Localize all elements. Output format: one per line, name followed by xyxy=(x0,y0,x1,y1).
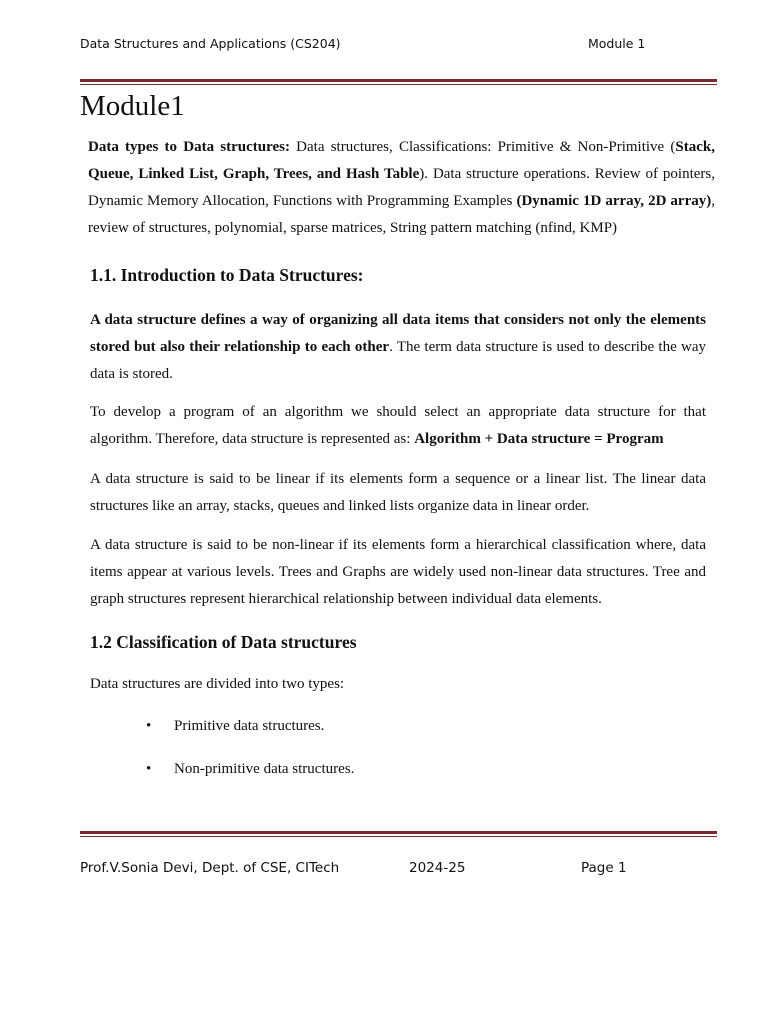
list-item-text: Non-primitive data structures. xyxy=(174,761,355,777)
list-item xyxy=(146,716,446,736)
section-heading-intro: 1.1. Introduction to Data Structures: xyxy=(90,265,364,285)
overview-lead: Data types to Data structures: xyxy=(88,139,290,155)
definition-paragraph xyxy=(90,307,706,388)
module-overview xyxy=(88,134,715,242)
formula-paragraph xyxy=(90,399,706,453)
classification-intro: Data structures are divided into two types: xyxy=(90,676,345,692)
header-rule xyxy=(80,79,717,85)
footer-year: 2024-25 xyxy=(409,860,466,876)
bullet-icon: • xyxy=(146,761,152,777)
page-title: Module1 xyxy=(80,90,185,122)
footer-page-number: Page 1 xyxy=(581,860,627,876)
list-item-text: Primitive data structures. xyxy=(174,718,325,734)
overview-text-3: , review of structures, polynomial, sparse matrices, String pattern matching (nfind, KMP) xyxy=(88,193,715,236)
definition-bold: A data structure defines a way of organizing all data items that considers not only the elements stored but also their relationship to each other xyxy=(90,312,706,355)
overview-text-1: Data structures, Classifications: Primitive & Non-Primitive ( xyxy=(289,139,676,155)
section-heading-classification: 1.2 Classification of Data structures xyxy=(90,632,357,652)
definition-rest: . The term data structure is used to describe the way data is stored. xyxy=(90,339,706,382)
nonlinear-paragraph: A data structure is said to be non-linear if its elements form a hierarchical classification where, data items appear at various levels. Trees and Graphs are widely used non-linear data structures. Tree and graph structures represent hierarchical relationship between individual data elements. xyxy=(90,537,706,607)
linear-paragraph: A data structure is said to be linear if its elements form a sequence or a linear list. The linear data structures like an array, stacks, queues and linked lists organize data in linear order. xyxy=(90,471,706,514)
overview-bold-2: (Dynamic 1D array, 2D array) xyxy=(516,193,712,209)
bullet-icon: • xyxy=(146,718,152,734)
header-module-label: Module 1 xyxy=(588,36,646,51)
overview-bold-1: Stack, Queue, Linked List, Graph, Trees, and Hash Table xyxy=(88,139,715,182)
list-item xyxy=(146,759,446,779)
formula-bold: Algorithm + Data structure = Program xyxy=(414,431,664,447)
footer-author: Prof.V.Sonia Devi, Dept. of CSE, CITech xyxy=(80,860,340,876)
overview-text-2: ). Data structure operations. Review of pointers, Dynamic Memory Allocation, Functions with Programming Examples xyxy=(88,166,715,209)
footer-rule xyxy=(80,831,717,837)
header-course-title: Data Structures and Applications (CS204) xyxy=(80,36,341,51)
formula-text: To develop a program of an algorithm we should select an appropriate data structure for that algorithm. Therefore, data structure is represented as: xyxy=(90,404,706,447)
